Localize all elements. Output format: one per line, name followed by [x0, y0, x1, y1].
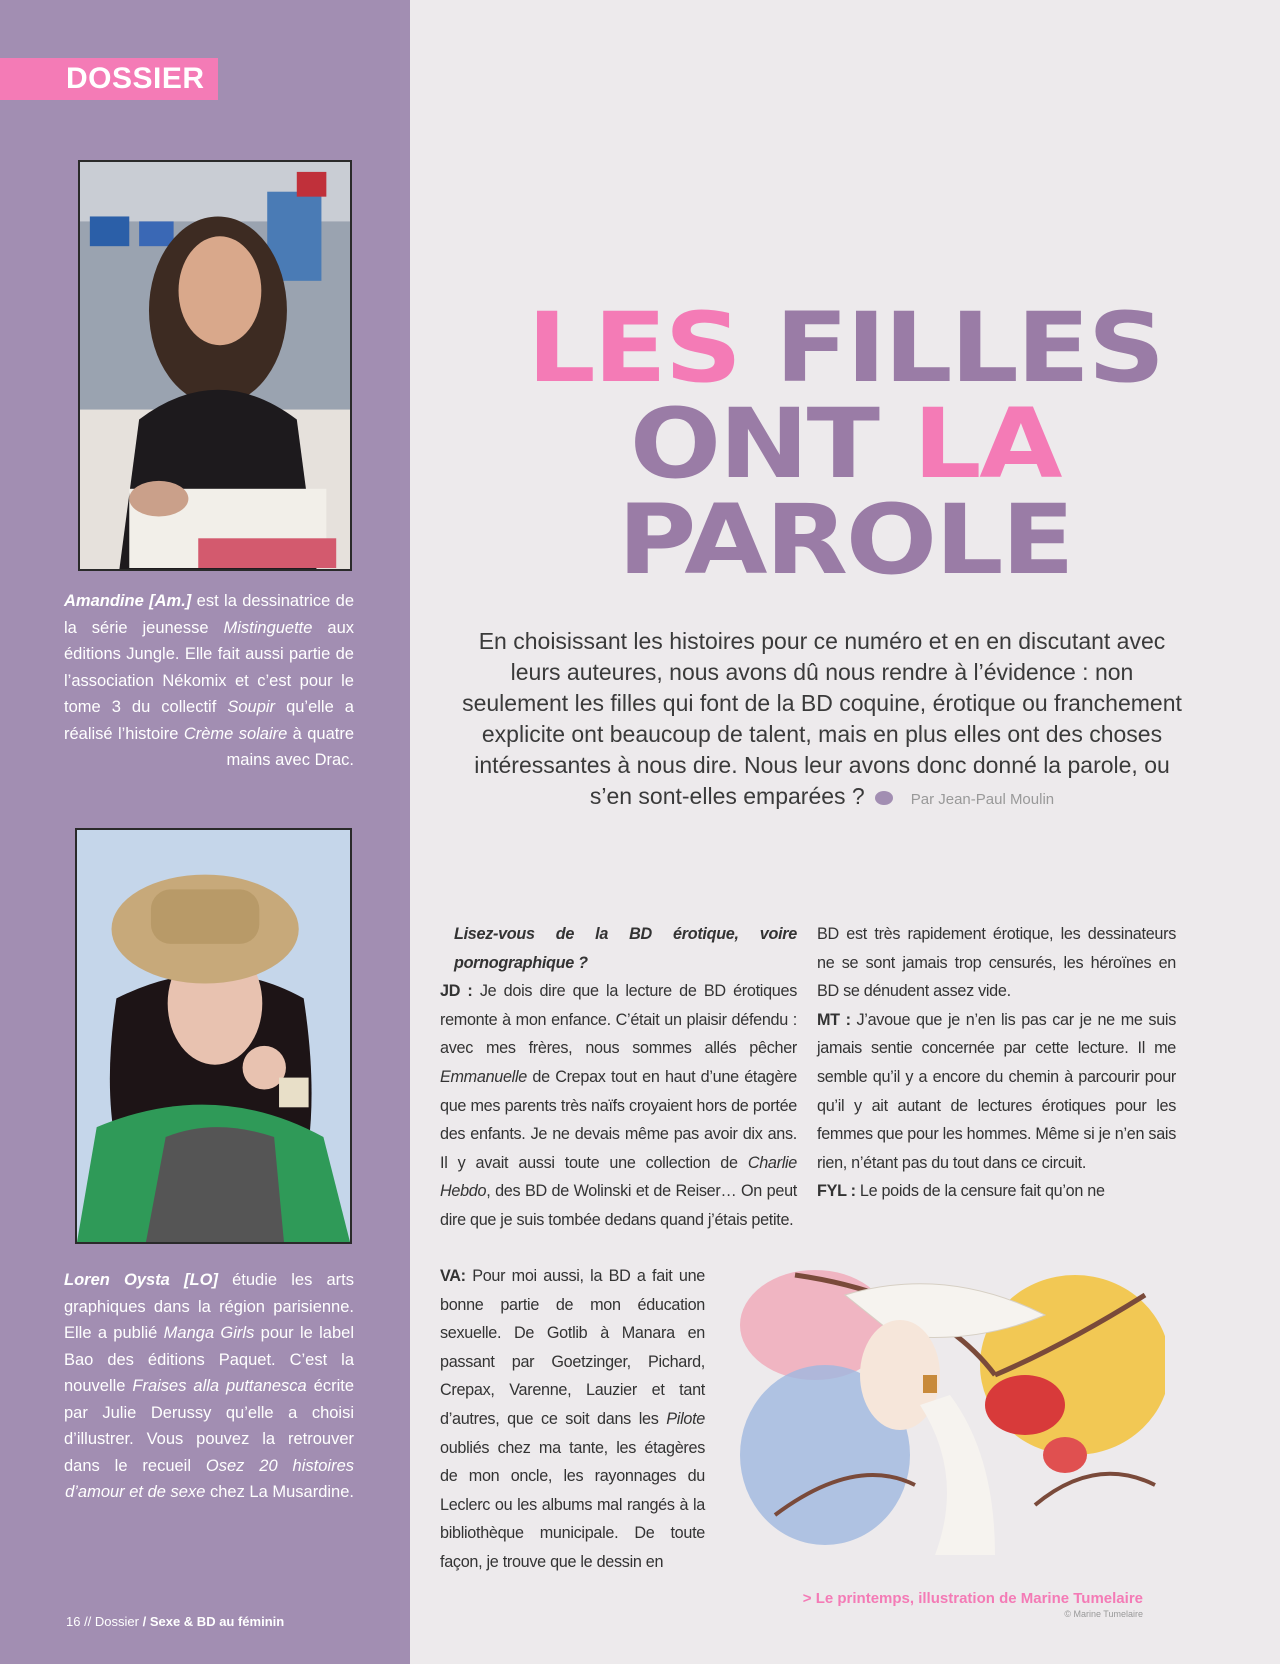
illustration-le-printemps	[735, 1255, 1165, 1565]
illustration-credit: © Marine Tumelaire	[1064, 1609, 1143, 1619]
lead-paragraph: En choisissant les histoires pour ce numéro et en en discutant avec leurs auteures, nous avons dû nous rendre à l’évidence : non seulement les filles qui font de la BD coquine, érotique ou franchement explicite ont beaucoup de talent, mais en plus elles ont des choses intéressantes à nous dire. Nous leur avons donc donné la parole, ou s’en sont-elles emparées ? Par Jean-Paul Moulin	[462, 628, 1182, 809]
photo-amandine	[78, 160, 352, 571]
footer-page: 16 // Dossier	[66, 1614, 139, 1629]
article-column-1: Lisez-vous de la BD érotique, voire pornographique ? JD : Je dois dire que la lecture de BD érotiques remonte à mon enfance. C’était un plaisir défendu : avec mes frères, nous sommes allés pêcher Emmanuelle de Crepax tout en haut d’une étagère que mes parents très naïfs croyaient hors de portée des enfants. Je ne devais même pas avoir dix ans. Il y avait aussi toute une collection de Charlie Hebdo, des BD de Wolinski et de Reiser… On peut dire que je suis tombée dedans quand j’étais petite.	[440, 920, 797, 1235]
illustration-caption: > Le printemps, illustration de Marine Tumelaire	[802, 1590, 1143, 1607]
interview-question: Lisez-vous de la BD érotique, voire pornographique ?	[454, 925, 797, 972]
bio-loren: Loren Oysta [LO] étudie les arts graphiques dans la région parisienne. Elle a publié Manga Girls pour le label Bao des éditions Paquet. C’est la nouvelle Fraises alla puttanesca écrite par Julie Derussy qu’elle a choisi d’illustrer. Vous pouvez la retrouver dans le recueil Osez 20 histoires d’amour et de sexe chez La Musardine.	[64, 1271, 355, 1501]
byline: Par Jean-Paul Moulin	[910, 791, 1055, 808]
photo-loren	[75, 828, 352, 1244]
article-column-2: BD est très rapidement érotique, les dessinateurs ne se sont jamais trop censurés, les héroïnes en BD se dénudent assez vide. MT : J’avoue que je n’en lis pas car je ne me suis jamais sentie concernée par cette lecture. Il me semble qu’il y a encore du chemin à parcourir pour qu’il y ait autant de lectures érotiques pour les femmes que pour les hommes. Même si je n’en sais rien, n’étant pas du tout dans ce circuit. FYL : Le poids de la censure fait qu’on ne	[817, 925, 1176, 1201]
page-title: LES FILLES ONT LA PAROLE	[527, 292, 1163, 596]
speech-bubble-icon	[875, 791, 893, 805]
bio-amandine: Amandine [Am.] est la dessinatrice de la série jeunesse Mistinguette aux éditions Jungle. Elle fait aussi partie de l’association Nékomix et c’est pour le tome 3 du collectif Soupir qu’elle a réalisé l’histoire Crème solaire à quatre mains avec Drac.	[64, 592, 355, 769]
bio-amandine-name: Amandine [Am.]	[64, 592, 192, 610]
footer-section: / Sexe & BD au féminin	[142, 1614, 285, 1629]
section-tab: DOSSIER	[0, 58, 218, 100]
bio-loren-name: Loren Oysta [LO]	[64, 1271, 218, 1289]
article-column-1-continued: VA: Pour moi aussi, la BD a fait une bonne partie de mon éducation sexuelle. De Gotlib à Manara en passant par Goetzinger, Pichard, Crepax, Varenne, Lauzier et tant d’autres, que ce soit dans les Pilote oubliés chez ma tante, les étagères de mon oncle, les rayonnages du Leclerc ou les albums mal rangés à la bibliothèque municipale. De toute façon, je trouve que le dessin en	[440, 1267, 705, 1571]
page-footer	[66, 1614, 284, 1629]
